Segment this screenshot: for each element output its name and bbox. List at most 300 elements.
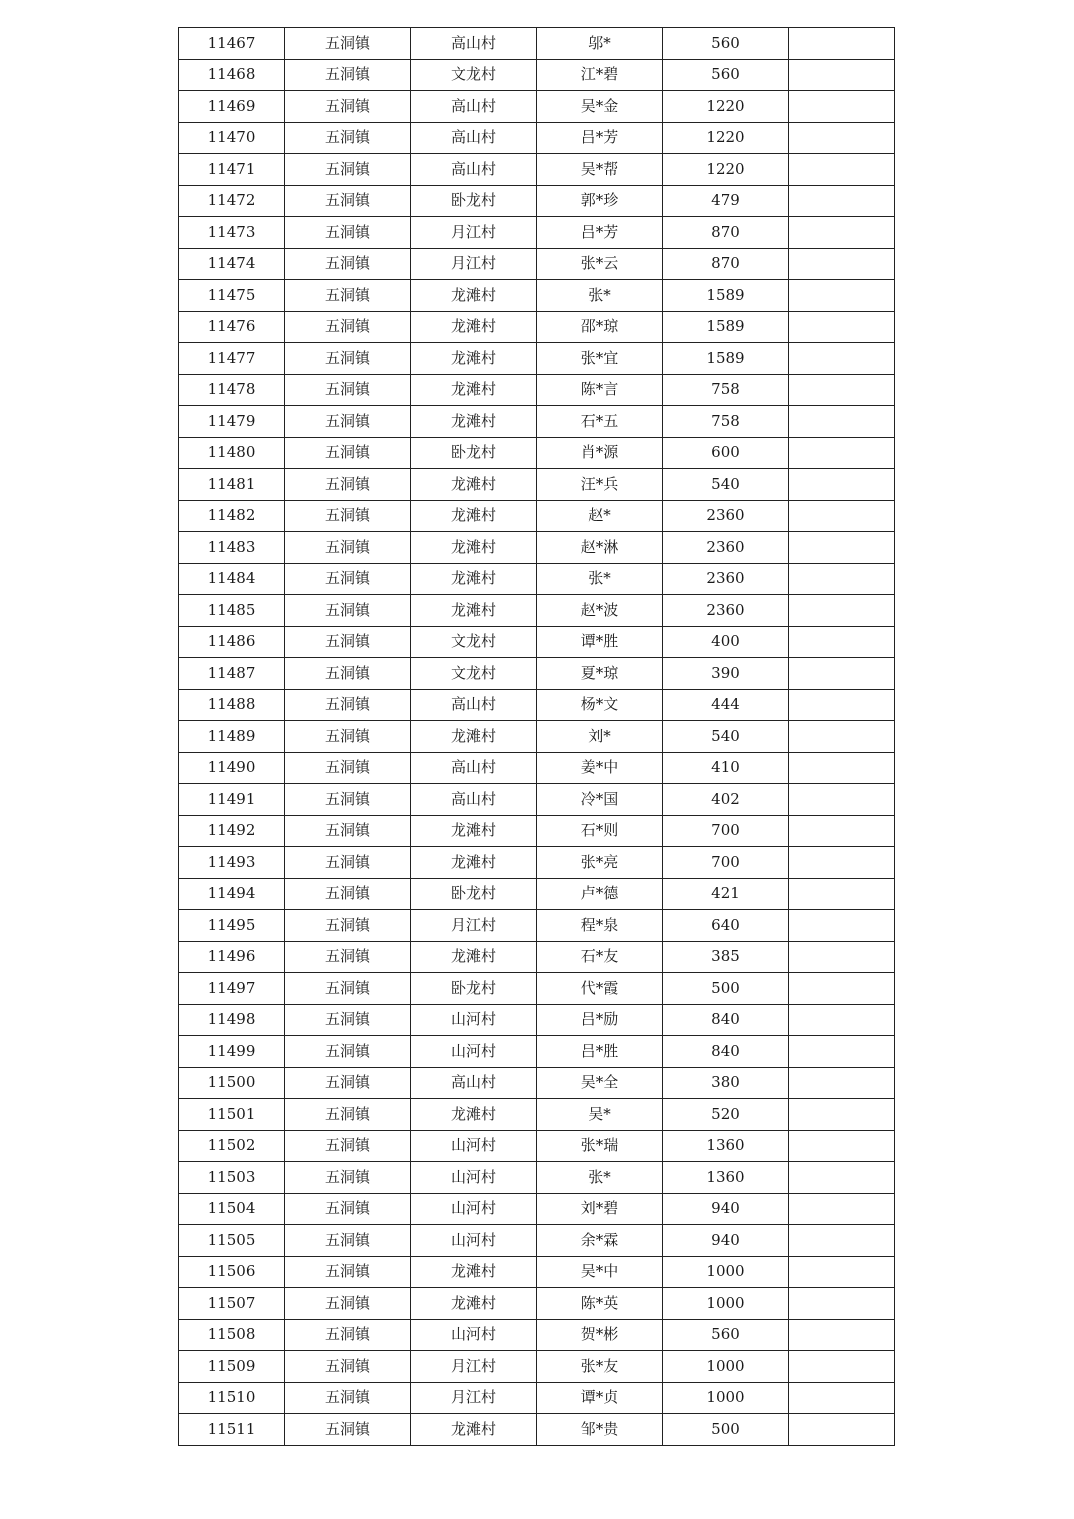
cell-name: 石*则 <box>537 815 663 847</box>
cell-amount: 1589 <box>663 343 789 375</box>
cell-amount: 520 <box>663 1099 789 1131</box>
cell-number: 11468 <box>179 59 285 91</box>
cell-number: 11499 <box>179 1036 285 1068</box>
cell-number: 11469 <box>179 91 285 123</box>
cell-village: 龙滩村 <box>411 500 537 532</box>
cell-number: 11510 <box>179 1382 285 1414</box>
cell-amount: 1000 <box>663 1382 789 1414</box>
cell-note <box>789 1193 895 1225</box>
cell-number: 11477 <box>179 343 285 375</box>
cell-amount: 870 <box>663 248 789 280</box>
cell-note <box>789 752 895 784</box>
table-row <box>179 847 895 879</box>
table-row <box>179 721 895 753</box>
cell-town: 五洞镇 <box>285 1225 411 1257</box>
cell-amount: 1000 <box>663 1351 789 1383</box>
cell-number: 11498 <box>179 1004 285 1036</box>
table-row <box>179 1130 895 1162</box>
cell-amount: 600 <box>663 437 789 469</box>
cell-number: 11492 <box>179 815 285 847</box>
cell-note <box>789 406 895 438</box>
cell-note <box>789 847 895 879</box>
table-row <box>179 973 895 1005</box>
cell-note <box>789 910 895 942</box>
cell-village: 高山村 <box>411 689 537 721</box>
cell-town: 五洞镇 <box>285 878 411 910</box>
cell-town: 五洞镇 <box>285 1130 411 1162</box>
cell-town: 五洞镇 <box>285 500 411 532</box>
cell-village: 龙滩村 <box>411 1414 537 1446</box>
cell-note <box>789 1067 895 1099</box>
cell-town: 五洞镇 <box>285 1256 411 1288</box>
cell-town: 五洞镇 <box>285 1382 411 1414</box>
table-row <box>179 28 895 60</box>
cell-note <box>789 595 895 627</box>
cell-village: 龙滩村 <box>411 469 537 501</box>
cell-note <box>789 1319 895 1351</box>
cell-village: 高山村 <box>411 784 537 816</box>
cell-name: 肖*源 <box>537 437 663 469</box>
table-row <box>179 815 895 847</box>
table-row <box>179 1256 895 1288</box>
table-row <box>179 248 895 280</box>
table-row <box>179 532 895 564</box>
table-row <box>179 406 895 438</box>
cell-village: 高山村 <box>411 122 537 154</box>
cell-note <box>789 1130 895 1162</box>
cell-note <box>789 1225 895 1257</box>
cell-town: 五洞镇 <box>285 1351 411 1383</box>
table-row <box>179 122 895 154</box>
cell-number: 11495 <box>179 910 285 942</box>
cell-village: 山河村 <box>411 1225 537 1257</box>
cell-village: 龙滩村 <box>411 847 537 879</box>
cell-name: 张* <box>537 280 663 312</box>
cell-amount: 2360 <box>663 563 789 595</box>
cell-town: 五洞镇 <box>285 280 411 312</box>
cell-amount: 1360 <box>663 1162 789 1194</box>
cell-name: 杨*文 <box>537 689 663 721</box>
cell-note <box>789 784 895 816</box>
cell-amount: 2360 <box>663 500 789 532</box>
cell-amount: 1000 <box>663 1256 789 1288</box>
cell-amount: 385 <box>663 941 789 973</box>
cell-note <box>789 1382 895 1414</box>
cell-number: 11505 <box>179 1225 285 1257</box>
cell-name: 江*碧 <box>537 59 663 91</box>
table-row <box>179 1067 895 1099</box>
cell-village: 龙滩村 <box>411 1099 537 1131</box>
cell-amount: 1220 <box>663 154 789 186</box>
cell-town: 五洞镇 <box>285 343 411 375</box>
cell-number: 11489 <box>179 721 285 753</box>
cell-town: 五洞镇 <box>285 91 411 123</box>
cell-amount: 940 <box>663 1225 789 1257</box>
table-row <box>179 343 895 375</box>
cell-name: 程*泉 <box>537 910 663 942</box>
cell-name: 吕*励 <box>537 1004 663 1036</box>
cell-number: 11497 <box>179 973 285 1005</box>
cell-name: 赵*波 <box>537 595 663 627</box>
table-row <box>179 1162 895 1194</box>
cell-name: 张*瑞 <box>537 1130 663 1162</box>
cell-village: 龙滩村 <box>411 1256 537 1288</box>
cell-amount: 840 <box>663 1004 789 1036</box>
table-row <box>179 784 895 816</box>
cell-amount: 1220 <box>663 122 789 154</box>
cell-number: 11504 <box>179 1193 285 1225</box>
cell-town: 五洞镇 <box>285 626 411 658</box>
cell-name: 石*友 <box>537 941 663 973</box>
cell-name: 吴* <box>537 1099 663 1131</box>
cell-number: 11472 <box>179 185 285 217</box>
cell-town: 五洞镇 <box>285 1099 411 1131</box>
cell-town: 五洞镇 <box>285 784 411 816</box>
cell-note <box>789 500 895 532</box>
cell-village: 文龙村 <box>411 658 537 690</box>
cell-town: 五洞镇 <box>285 658 411 690</box>
cell-note <box>789 1288 895 1320</box>
table-row <box>179 500 895 532</box>
cell-amount: 479 <box>663 185 789 217</box>
cell-number: 11506 <box>179 1256 285 1288</box>
cell-number: 11509 <box>179 1351 285 1383</box>
cell-amount: 410 <box>663 752 789 784</box>
cell-number: 11467 <box>179 28 285 60</box>
cell-number: 11488 <box>179 689 285 721</box>
cell-village: 山河村 <box>411 1130 537 1162</box>
table-row <box>179 280 895 312</box>
cell-village: 月江村 <box>411 248 537 280</box>
cell-note <box>789 1162 895 1194</box>
cell-number: 11470 <box>179 122 285 154</box>
cell-village: 龙滩村 <box>411 1288 537 1320</box>
cell-name: 刘*碧 <box>537 1193 663 1225</box>
cell-number: 11480 <box>179 437 285 469</box>
table-row <box>179 752 895 784</box>
cell-note <box>789 563 895 595</box>
cell-town: 五洞镇 <box>285 815 411 847</box>
cell-note <box>789 878 895 910</box>
cell-amount: 1000 <box>663 1288 789 1320</box>
cell-amount: 421 <box>663 878 789 910</box>
cell-name: 张*友 <box>537 1351 663 1383</box>
table-row <box>179 1414 895 1446</box>
cell-number: 11494 <box>179 878 285 910</box>
cell-village: 山河村 <box>411 1004 537 1036</box>
table-row <box>179 1004 895 1036</box>
cell-number: 11474 <box>179 248 285 280</box>
cell-number: 11482 <box>179 500 285 532</box>
cell-village: 卧龙村 <box>411 185 537 217</box>
cell-name: 陈*英 <box>537 1288 663 1320</box>
cell-village: 卧龙村 <box>411 878 537 910</box>
cell-village: 文龙村 <box>411 626 537 658</box>
table-row <box>179 311 895 343</box>
cell-name: 邹*贵 <box>537 1414 663 1446</box>
cell-town: 五洞镇 <box>285 1288 411 1320</box>
cell-amount: 540 <box>663 721 789 753</box>
cell-note <box>789 626 895 658</box>
cell-number: 11501 <box>179 1099 285 1131</box>
table-row <box>179 658 895 690</box>
cell-note <box>789 248 895 280</box>
cell-village: 高山村 <box>411 91 537 123</box>
cell-note <box>789 532 895 564</box>
table-row <box>179 374 895 406</box>
cell-name: 冷*国 <box>537 784 663 816</box>
cell-town: 五洞镇 <box>285 469 411 501</box>
cell-town: 五洞镇 <box>285 941 411 973</box>
cell-name: 夏*琼 <box>537 658 663 690</box>
cell-village: 卧龙村 <box>411 973 537 1005</box>
cell-town: 五洞镇 <box>285 1004 411 1036</box>
cell-number: 11490 <box>179 752 285 784</box>
cell-name: 邵*琼 <box>537 311 663 343</box>
cell-name: 邬* <box>537 28 663 60</box>
cell-note <box>789 217 895 249</box>
cell-village: 月江村 <box>411 1351 537 1383</box>
cell-amount: 1589 <box>663 280 789 312</box>
table-row <box>179 1351 895 1383</box>
cell-name: 吴*中 <box>537 1256 663 1288</box>
cell-name: 谭*贞 <box>537 1382 663 1414</box>
cell-name: 郭*珍 <box>537 185 663 217</box>
cell-village: 山河村 <box>411 1162 537 1194</box>
cell-amount: 1360 <box>663 1130 789 1162</box>
cell-note <box>789 1256 895 1288</box>
cell-name: 陈*言 <box>537 374 663 406</box>
table-body <box>179 28 895 1446</box>
cell-number: 11487 <box>179 658 285 690</box>
cell-town: 五洞镇 <box>285 406 411 438</box>
cell-note <box>789 815 895 847</box>
cell-town: 五洞镇 <box>285 847 411 879</box>
cell-amount: 560 <box>663 1319 789 1351</box>
cell-note <box>789 374 895 406</box>
cell-note <box>789 1351 895 1383</box>
cell-village: 卧龙村 <box>411 437 537 469</box>
cell-note <box>789 1099 895 1131</box>
cell-amount: 1589 <box>663 311 789 343</box>
cell-name: 张* <box>537 563 663 595</box>
cell-village: 高山村 <box>411 1067 537 1099</box>
table-row <box>179 1288 895 1320</box>
cell-town: 五洞镇 <box>285 28 411 60</box>
cell-village: 龙滩村 <box>411 941 537 973</box>
cell-town: 五洞镇 <box>285 910 411 942</box>
cell-town: 五洞镇 <box>285 563 411 595</box>
cell-amount: 840 <box>663 1036 789 1068</box>
cell-note <box>789 1036 895 1068</box>
table-row <box>179 941 895 973</box>
cell-name: 吴*帮 <box>537 154 663 186</box>
cell-number: 11500 <box>179 1067 285 1099</box>
cell-town: 五洞镇 <box>285 1319 411 1351</box>
cell-town: 五洞镇 <box>285 311 411 343</box>
cell-amount: 870 <box>663 217 789 249</box>
table-row <box>179 217 895 249</box>
cell-amount: 560 <box>663 28 789 60</box>
cell-village: 高山村 <box>411 154 537 186</box>
cell-amount: 758 <box>663 406 789 438</box>
cell-town: 五洞镇 <box>285 532 411 564</box>
cell-town: 五洞镇 <box>285 59 411 91</box>
cell-name: 代*霞 <box>537 973 663 1005</box>
cell-number: 11486 <box>179 626 285 658</box>
cell-name: 张*亮 <box>537 847 663 879</box>
cell-amount: 540 <box>663 469 789 501</box>
cell-name: 石*五 <box>537 406 663 438</box>
table-row <box>179 878 895 910</box>
cell-town: 五洞镇 <box>285 217 411 249</box>
cell-name: 张*宜 <box>537 343 663 375</box>
cell-village: 龙滩村 <box>411 532 537 564</box>
cell-village: 龙滩村 <box>411 595 537 627</box>
cell-amount: 700 <box>663 847 789 879</box>
cell-note <box>789 154 895 186</box>
cell-town: 五洞镇 <box>285 595 411 627</box>
cell-number: 11475 <box>179 280 285 312</box>
cell-note <box>789 311 895 343</box>
cell-note <box>789 721 895 753</box>
cell-number: 11481 <box>179 469 285 501</box>
cell-village: 龙滩村 <box>411 311 537 343</box>
cell-note <box>789 122 895 154</box>
cell-amount: 2360 <box>663 532 789 564</box>
cell-name: 赵* <box>537 500 663 532</box>
cell-note <box>789 469 895 501</box>
cell-village: 高山村 <box>411 752 537 784</box>
table-row <box>179 59 895 91</box>
cell-number: 11484 <box>179 563 285 595</box>
cell-amount: 1220 <box>663 91 789 123</box>
cell-number: 11508 <box>179 1319 285 1351</box>
cell-town: 五洞镇 <box>285 374 411 406</box>
cell-village: 龙滩村 <box>411 343 537 375</box>
cell-town: 五洞镇 <box>285 185 411 217</box>
cell-village: 龙滩村 <box>411 721 537 753</box>
data-table <box>178 27 895 1446</box>
cell-note <box>789 658 895 690</box>
cell-town: 五洞镇 <box>285 248 411 280</box>
cell-number: 11502 <box>179 1130 285 1162</box>
table-row <box>179 1036 895 1068</box>
cell-amount: 400 <box>663 626 789 658</box>
cell-village: 龙滩村 <box>411 374 537 406</box>
table-row <box>179 595 895 627</box>
cell-name: 刘* <box>537 721 663 753</box>
cell-note <box>789 91 895 123</box>
cell-number: 11507 <box>179 1288 285 1320</box>
cell-village: 山河村 <box>411 1036 537 1068</box>
cell-village: 龙滩村 <box>411 280 537 312</box>
cell-name: 吕*芳 <box>537 217 663 249</box>
table-row <box>179 185 895 217</box>
cell-note <box>789 973 895 1005</box>
cell-name: 张*云 <box>537 248 663 280</box>
cell-amount: 380 <box>663 1067 789 1099</box>
table-row <box>179 1193 895 1225</box>
cell-number: 11485 <box>179 595 285 627</box>
table-row <box>179 1319 895 1351</box>
cell-town: 五洞镇 <box>285 1162 411 1194</box>
cell-number: 11503 <box>179 1162 285 1194</box>
cell-number: 11476 <box>179 311 285 343</box>
cell-note <box>789 1414 895 1446</box>
cell-note <box>789 437 895 469</box>
cell-note <box>789 280 895 312</box>
cell-name: 张* <box>537 1162 663 1194</box>
cell-town: 五洞镇 <box>285 1414 411 1446</box>
cell-number: 11511 <box>179 1414 285 1446</box>
table-row <box>179 689 895 721</box>
cell-name: 吴*金 <box>537 91 663 123</box>
cell-name: 姜*中 <box>537 752 663 784</box>
cell-note <box>789 185 895 217</box>
table-row <box>179 563 895 595</box>
table-row <box>179 469 895 501</box>
cell-amount: 444 <box>663 689 789 721</box>
cell-name: 谭*胜 <box>537 626 663 658</box>
cell-village: 月江村 <box>411 217 537 249</box>
cell-name: 贺*彬 <box>537 1319 663 1351</box>
cell-number: 11473 <box>179 217 285 249</box>
cell-note <box>789 343 895 375</box>
cell-village: 山河村 <box>411 1193 537 1225</box>
cell-name: 吕*芳 <box>537 122 663 154</box>
cell-number: 11471 <box>179 154 285 186</box>
cell-town: 五洞镇 <box>285 1067 411 1099</box>
cell-town: 五洞镇 <box>285 1036 411 1068</box>
cell-town: 五洞镇 <box>285 437 411 469</box>
cell-note <box>789 941 895 973</box>
table-row <box>179 1099 895 1131</box>
cell-name: 赵*淋 <box>537 532 663 564</box>
cell-name: 吴*全 <box>537 1067 663 1099</box>
table-row <box>179 154 895 186</box>
cell-note <box>789 1004 895 1036</box>
cell-note <box>789 28 895 60</box>
cell-town: 五洞镇 <box>285 752 411 784</box>
cell-amount: 640 <box>663 910 789 942</box>
cell-note <box>789 59 895 91</box>
cell-town: 五洞镇 <box>285 973 411 1005</box>
cell-town: 五洞镇 <box>285 721 411 753</box>
cell-amount: 402 <box>663 784 789 816</box>
cell-village: 山河村 <box>411 1319 537 1351</box>
cell-village: 文龙村 <box>411 59 537 91</box>
cell-amount: 700 <box>663 815 789 847</box>
cell-number: 11483 <box>179 532 285 564</box>
cell-number: 11491 <box>179 784 285 816</box>
cell-name: 汪*兵 <box>537 469 663 501</box>
table-row <box>179 626 895 658</box>
cell-village: 龙滩村 <box>411 563 537 595</box>
cell-amount: 2360 <box>663 595 789 627</box>
cell-amount: 940 <box>663 1193 789 1225</box>
cell-name: 卢*德 <box>537 878 663 910</box>
cell-amount: 500 <box>663 973 789 1005</box>
cell-village: 高山村 <box>411 28 537 60</box>
cell-name: 吕*胜 <box>537 1036 663 1068</box>
cell-amount: 560 <box>663 59 789 91</box>
cell-village: 龙滩村 <box>411 815 537 847</box>
table-row <box>179 1382 895 1414</box>
table-row <box>179 1225 895 1257</box>
cell-town: 五洞镇 <box>285 689 411 721</box>
table-row <box>179 437 895 469</box>
